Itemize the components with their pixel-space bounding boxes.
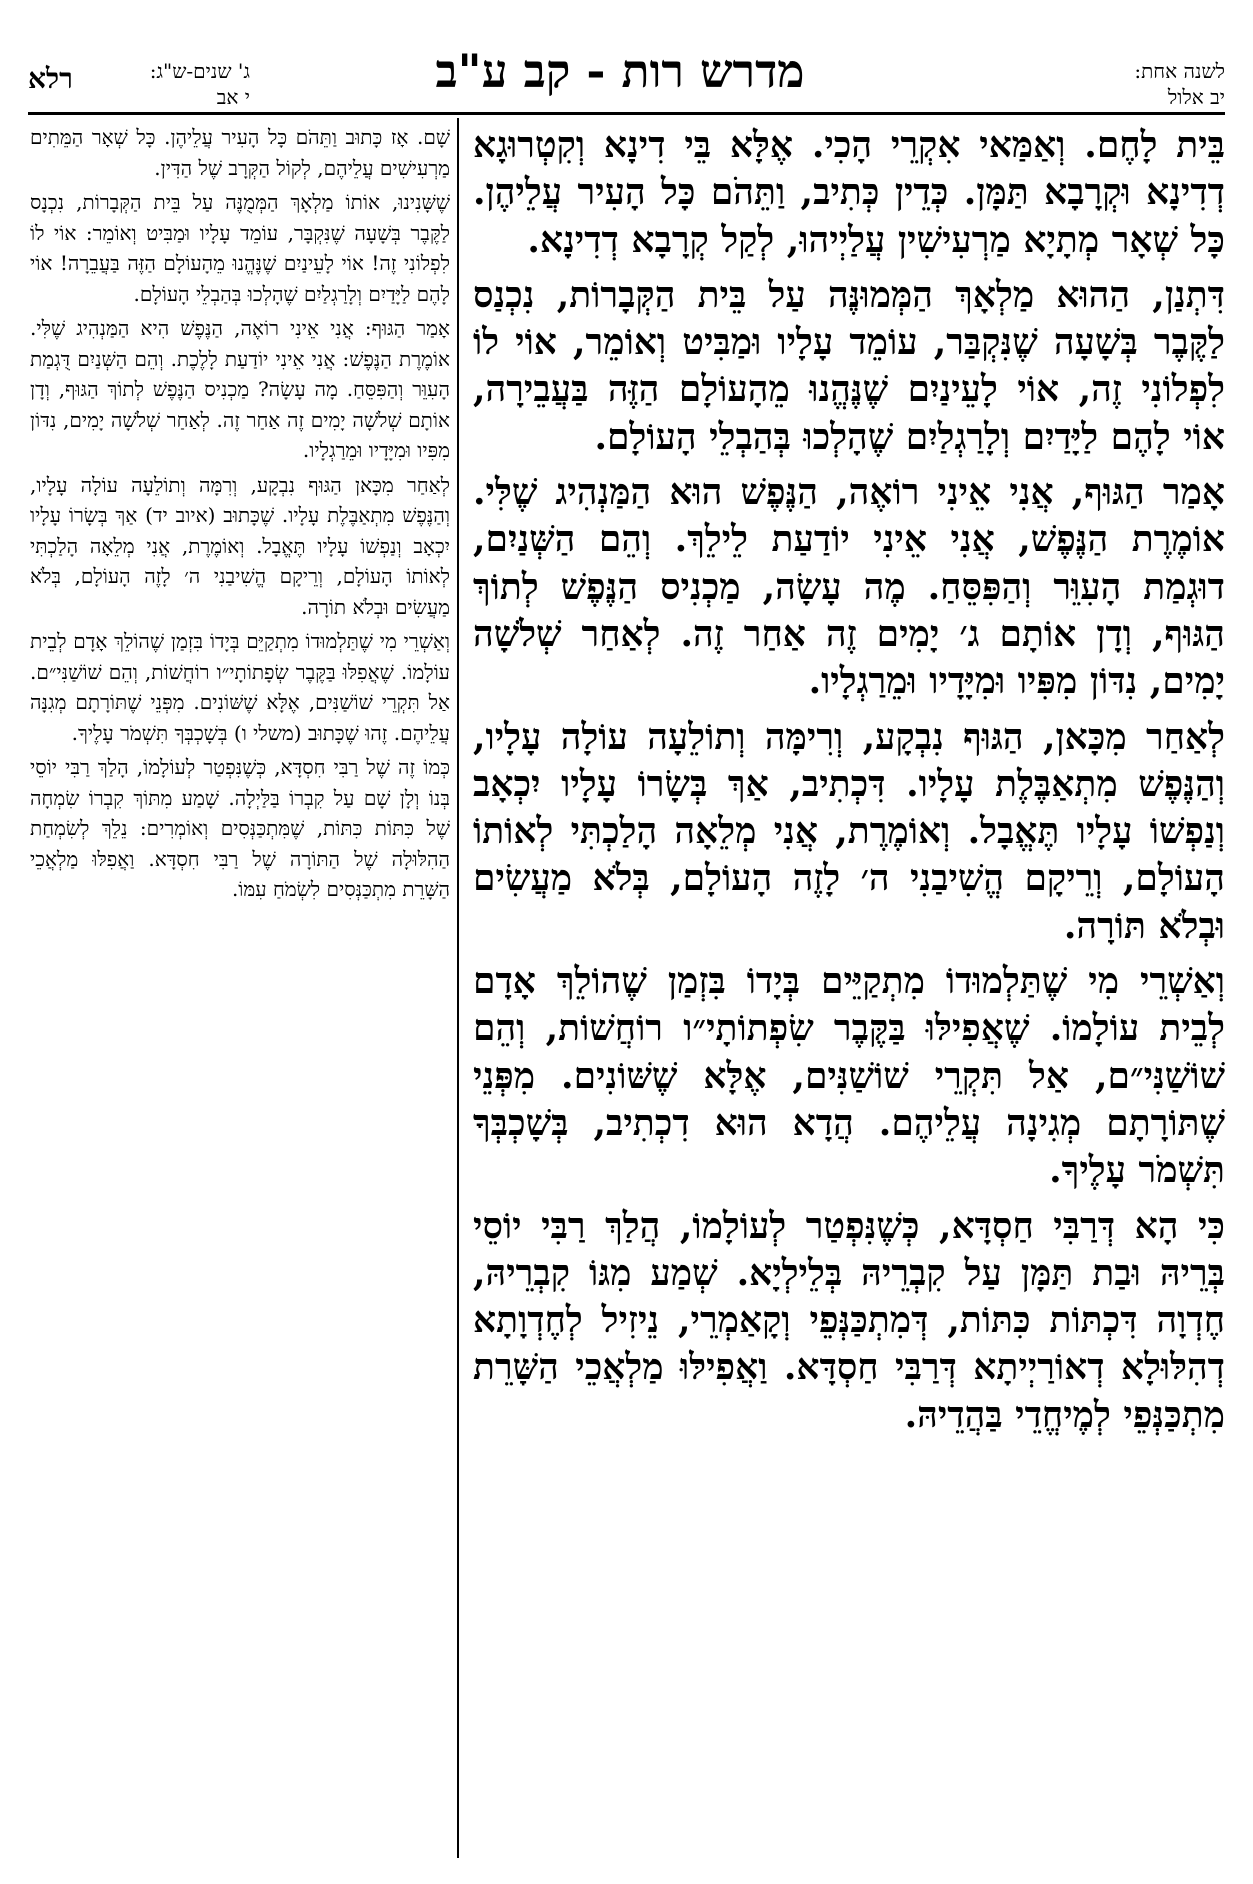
main-paragraph: דִּתְנַן, הַהוּא מַלְאָךְ הַמְּמוּנֶּה עַל בֵּית הַקְּבָרוֹת, נִכְנַס לַקֶּבֶר בְּשָׁעָה שֶׁנִּקְבַּר, עוֹמֵד עָלָיו וּמַבִּיט וְאוֹמֵר, אוֹי לוֹ לִפְלוֹנִי זֶה, אוֹי לָעֵינַיִם שֶׁנֶּהֱנוּ מֵהָעוֹלָם הַזֶּה בַּעֲבֵירָה, אוֹי לָהֶם לַיָּדַיִם וְלָרַגְלַיִם שֶׁהָלְכוּ בְּהַבְלֵי הָעוֹלָם.: [473, 273, 1225, 458]
translation-paragraph: שָׁם. אָז כָּתוּב וַתֵּהֹם כָּל הָעִיר עֲלֵיהֶן. כָּל שְׁאָר הַמֵּתִים מַרְעִישִׁים עֲלֵיהֶם, לְקוֹל הַקְּרָב שֶׁל הַדִּין.: [30, 125, 450, 180]
translation-paragraph: וְאַשְׁרֵי מִי שֶׁתַּלְמוּדוֹ מִתְקַיֵּם בְּיָדוֹ בִּזְמַן שֶׁהוֹלֵךְ אָדָם לְבֵית עוֹלָמוֹ. שֶׁאֲפִלּוּ בַּקֶּבֶר שְׂפָתוֹתָי״ו רוֹחֲשׁוֹת, וְהֵם שׁוֹשַׁנִּי״ם. אַל תִּקְרֵי שׁוֹשַׁנִּים, אֶלָּא שֶׁשּׁוֹנִים. מִפְּנֵי שֶׁתּוֹרָתָם מְגִנָּה עֲלֵיהֶם. זֶהוּ שֶׁכָּתוּב (משלי ו) בְּשָׁכְבְּךָ תִּשְׁמֹר עָלֶיךָ.: [30, 629, 450, 745]
header-schedule-one-year: [1134, 58, 1225, 110]
main-paragraph: כִּי הָא דְּרַבִּי חַסְדָּא, כְּשֶׁנִּפְטַר לְעוֹלָמוֹ, הֲלַךְ רַבִּי יוֹסֵי בְּרֵיהּ וּבַת תַּמָּן עַל קִבְרֵיהּ בְּלֵילְיָא. שְׁמַע מִגּוֹ קִבְרֵיהּ, חֶדְוָה דִּכְתּוֹת כִּתּוֹת, דְּמִתְכַּנְּפֵי וְקָאַמְרֵי, נֵיזִיל לְחֶדְוָתָא דְהִלּוּלָא דְאוֹרַיְיתָא דְּרַבִּי חַסְדָּא. וַאֲפִילּוּ מַלְאֲכֵי הַשָּׁרֵת מִתְכַּנְּפֵי לְמֶיחֱדֵי בַּהֲדֵיהּ.: [473, 1204, 1225, 1436]
page-title: מדרש רות - קב ע"ב: [435, 44, 805, 98]
translation-paragraph: כְּמוֹ זֶה שֶׁל רַבִּי חִסְדָּא, כְּשֶׁנִּפְטַר לְעוֹלָמוֹ, הָלַךְ רַבִּי יוֹסֵי בְּנוֹ וְלָן שָׁם עַל קִבְרוֹ בַּלַּיְלָה. שָׁמַע מִתּוֹךְ קִבְרוֹ שִׂמְחָה שֶׁל כִּתּוֹת כִּתּוֹת, שֶׁמִּתְכַּנְּסִים וְאוֹמְרִים: נֵלֵךְ לְשִׂמְחַת הַהִלּוּלָה שֶׁל הַתּוֹרָה שֶׁל רַבִּי חִסְדָּא. וַאֲפִלּוּ מַלְאֲכֵי הַשָּׁרֵת מִתְכַּנְּסִים לִשְׂמֹחַ עִמּוֹ.: [30, 755, 450, 901]
header-schedule-three-year-label: ג' שנים-ש"ג:: [149, 59, 250, 83]
translation-paragraph: שֶׁשָּׁנִינוּ, אוֹתוֹ מַלְאָךְ הַמְּמֻנֶּה עַל בֵּית הַקְּבָרוֹת, נִכְנָס לַקֶּבֶר בְּשָׁעָה שֶׁנִּקְבָּר, עוֹמֵד עָלָיו וּמַבִּיט וְאוֹמֵר: אוֹי לוֹ לִפְלוֹנִי זֶה! אוֹי לָעֵינַיִם שֶׁנֶּהֱנוּ מֵהָעוֹלָם הַזֶּה בַּעֲבֵרָה! אוֹי לָהֶם לַיָּדַיִם וְלָרַגְלַיִם שֶׁהָלְכוּ בְּהַבְלֵי הָעוֹלָם.: [30, 190, 450, 306]
header-schedule-three-year-date: י אב: [216, 85, 250, 109]
header-schedule-one-year-date: יב אלול: [1167, 85, 1225, 109]
main-paragraph: וְאַשְׁרֵי מִי שֶׁתַּלְמוּדוֹ מִתְקַיֵּים בְּיָדוֹ בִּזְמַן שֶׁהוֹלֵךְ אָדָם לְבֵית עוֹלָמוֹ. שֶׁאֲפִילּוּ בַּקֶּבֶר שִׂפְתוֹתָי״ו רוֹחֲשׁוֹת, וְהֵם שׁוֹשַׁנִּי״ם, אַל תִּקְרֵי שׁוֹשַׁנִּים, אֶלָּא שֶׁשּׁוֹנִים. מִפְּנֵי שֶׁתּוֹרָתָם מְגִינָה עֲלֵיהֶם. הֲדָא הוּא דִכְתִיב, בְּשָׁכְבְּךָ תִּשְׁמֹר עָלֶיךָ.: [473, 960, 1225, 1192]
translation-paragraph: אָמַר הַגּוּף: אֲנִי אֵינִי רוֹאֶה, הַנֶּפֶשׁ הִיא הַמַּנְהִיג שֶׁלִּי. אוֹמֶרֶת הַנֶּפֶשׁ: אֲנִי אֵינִי יוֹדַעַת לָלֶכֶת. וְהֵם הַשְּׁנַיִם דֻּגְמַת הָעִוֵּר וְהַפִּסֵּחַ. מָה עָשָׂה? מַכְנִיס הַנֶּפֶשׁ לְתוֹךְ הַגּוּף, וְדָן אוֹתָם שְׁלֹשָׁה יָמִים זֶה אַחַר זֶה. לְאַחַר שְׁלֹשָׁה יָמִים, נִדּוֹן מִפִּיו וּמִיָּדָיו וּמֵרַגְלָיו.: [30, 316, 450, 462]
header-schedule-three-year: [90, 58, 250, 110]
translation-column: [30, 122, 450, 909]
main-text-column: [473, 122, 1225, 1447]
column-divider: [457, 118, 459, 1858]
header-schedule-one-year-label: לשנה אחת:: [1134, 59, 1225, 83]
main-paragraph: אָמַר הַגּוּף, אֲנִי אֵינִי רוֹאֶה, הַנֶּפֶשׁ הוּא הַמַּנְהִיג שֶׁלִּי. אוֹמֶרֶת הַנֶּפֶשׁ, אֲנִי אֵינִי יוֹדַעַת לֵילֵךְ. וְהֵם הַשְּׁנַיִם, דוּגְמַת הָעִוֵּר וְהַפִּסֵּחַ. מֶה עָשָׂה, מַכְנִיס הַנֶּפֶשׁ לְתוֹךְ הַגּוּף, וְדָן אוֹתָם ג׳ יָמִים זֶה אַחַר זֶה. לְאַחַר שְׁלֹשָׁה יָמִים, נִדּוֹן מִפִּיו וּמִיָּדָיו וּמֵרַגְלָיו.: [473, 471, 1226, 703]
main-paragraph: בֵּית לָחֶם. וְאַמַּאי אִקְרֵי הָכִי. אֶלָּא בֵּי דִינָא וְקִטְרוּגָא דְדִינָא וּקְרָבָא תַּמָּן. כְּדֵין כְּתִיב, וַתֵּהֹם כָּל הָעִיר עֲלֵיהֶן. כָּל שְׁאָר מְתָיָא מַרְעִישִׁין עֲלַיְיהוּ, לְקַל קְרָבָא דְדִינָא.: [473, 124, 1225, 261]
main-paragraph: לְאַחַר מִכָּאן, הַגּוּף נִבְקָע, וְרִימָּה וְתוֹלֵעָה עוֹלָה עָלָיו, וְהַנֶּפֶשׁ מִתְאַבֶּלֶת עָלָיו. דִּכְתִיב, אַךְ בְּשָׂרוֹ עָלָיו יִכְאָב וְנַפְשׁוֹ עָלָיו תֶּאֱבָל. וְאוֹמֶרֶת, אֲנִי מְלֵאָה הָלַכְתִּי לְאוֹתוֹ הָעוֹלָם, וְרֵיקָם הֱשִׁיבַנִי ה׳ לָזֶה הָעוֹלָם, בְּלֹא מַעֲשִׂים וּבְלֹא תּוֹרָה.: [473, 715, 1225, 947]
header-divider: [28, 112, 1225, 115]
page-number: רלא: [28, 62, 73, 95]
translation-paragraph: לְאַחַר מִכָּאן הַגּוּף נִבְקָע, וְרִמָּה וְתוֹלֵעָה עוֹלָה עָלָיו, וְהַנֶּפֶשׁ מִתְאַבֶּלֶת עָלָיו. שֶׁכָּתוּב (איוב יד) אַךְ בְּשָׂרוֹ עָלָיו יִכְאָב וְנַפְשׁוֹ עָלָיו תֶּאֱבָל. וְאוֹמֶרֶת, אֲנִי מְלֵאָה הָלַכְתִּי לְאוֹתוֹ הָעוֹלָם, וְרֵיקָם הֱשִׁיבַנִי ה׳ לָזֶה הָעוֹלָם, בְּלֹא מַעֲשִׂים וּבְלֹא תוֹרָה.: [30, 472, 450, 619]
